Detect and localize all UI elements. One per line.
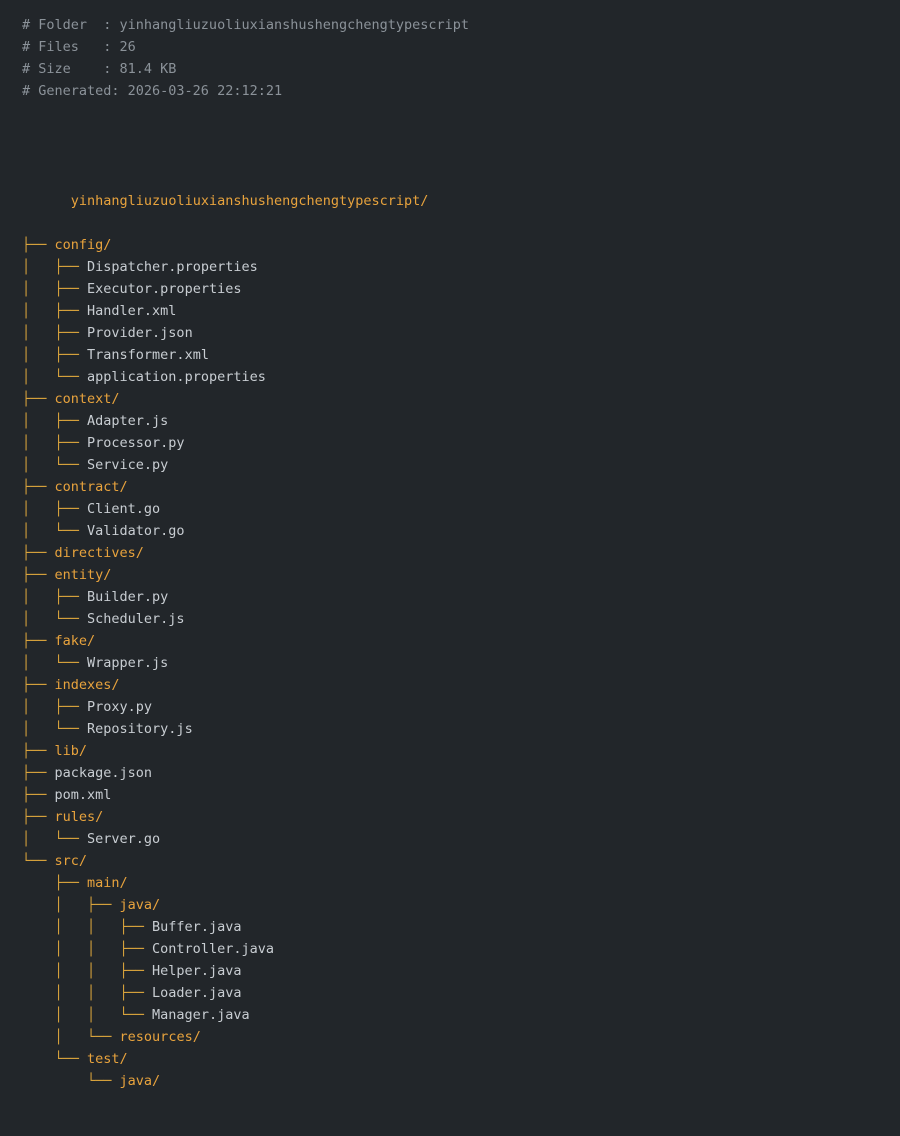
tree-file-row xyxy=(22,696,880,718)
tree-file-label: Controller.java xyxy=(152,941,274,957)
tree-guide: │ ├── xyxy=(22,435,88,451)
tree-directory-row xyxy=(22,894,880,916)
tree-directory-row xyxy=(22,564,880,586)
tree-directory-row xyxy=(22,1048,880,1070)
tree-directory-label: indexes/ xyxy=(54,677,120,693)
tree-directory-label: directives/ xyxy=(54,545,144,561)
tree-guide: │ │ ├── xyxy=(22,985,153,1001)
summary-header xyxy=(22,14,880,102)
tree-file-row xyxy=(22,432,880,454)
tree-guide: ├── xyxy=(22,633,55,649)
tree-file-row xyxy=(22,960,880,982)
tree-guide: └── xyxy=(22,1051,88,1067)
tree-guide: │ └── xyxy=(22,369,88,385)
tree-root-line xyxy=(22,168,880,209)
tree-guide: │ │ └── xyxy=(22,1007,153,1023)
tree-guide: │ │ ├── xyxy=(22,941,153,957)
tree-directory-label: config/ xyxy=(54,237,112,253)
tree-file-label: Wrapper.js xyxy=(87,655,169,671)
tree-file-row xyxy=(22,608,880,630)
tree-guide: │ ├── xyxy=(22,325,88,341)
tree-guide: │ └── xyxy=(22,457,88,473)
tree-file-label: Scheduler.js xyxy=(87,611,185,627)
tree-file-label: Provider.json xyxy=(87,325,193,341)
tree-file-row xyxy=(22,938,880,960)
tree-directory-label: src/ xyxy=(54,853,88,869)
tree-file-label: Service.py xyxy=(87,457,169,473)
tree-file-row xyxy=(22,520,880,542)
tree-file-label: Adapter.js xyxy=(87,413,169,429)
tree-guide: │ ├── xyxy=(22,259,88,275)
files-summary-line: # Files : 26 xyxy=(22,39,136,55)
tree-file-row xyxy=(22,586,880,608)
tree-file-label: Validator.go xyxy=(87,523,185,539)
tree-file-row xyxy=(22,322,880,344)
tree-directory-label: test/ xyxy=(87,1051,128,1067)
tree-file-label: Dispatcher.properties xyxy=(87,259,258,275)
tree-guide: ├── xyxy=(22,237,55,253)
tree-file-label: application.properties xyxy=(87,369,266,385)
tree-guide: ├── xyxy=(22,787,55,803)
tree-file-row xyxy=(22,344,880,366)
tree-guide: │ │ ├── xyxy=(22,919,153,935)
tree-file-row xyxy=(22,828,880,850)
tree-guide: │ ├── xyxy=(22,699,88,715)
tree-file-label: Handler.xml xyxy=(87,303,177,319)
tree-guide: └── xyxy=(22,1073,120,1089)
tree-guide: │ ├── xyxy=(22,589,88,605)
tree-directory-row xyxy=(22,476,880,498)
tree-guide: ├── xyxy=(22,545,55,561)
tree-file-label: Buffer.java xyxy=(152,919,242,935)
tree-guide: │ ├── xyxy=(22,501,88,517)
tree-guide: ├── xyxy=(22,765,55,781)
tree-body xyxy=(22,234,880,1092)
tree-file-row xyxy=(22,718,880,740)
tree-guide: ├── xyxy=(22,479,55,495)
tree-directory-label: rules/ xyxy=(54,809,104,825)
tree-guide: ├── xyxy=(22,875,88,891)
tree-guide: │ └── xyxy=(22,721,88,737)
tree-directory-row xyxy=(22,674,880,696)
tree-guide: │ ├── xyxy=(22,281,88,297)
tree-file-row xyxy=(22,454,880,476)
tree-file-row xyxy=(22,762,880,784)
file-tree xyxy=(22,124,880,1136)
tree-file-row xyxy=(22,300,880,322)
tree-file-row xyxy=(22,278,880,300)
tree-file-row xyxy=(22,652,880,674)
tree-directory-row xyxy=(22,850,880,872)
tree-guide: ├── xyxy=(22,391,55,407)
tree-guide: ├── xyxy=(22,809,55,825)
tree-guide: │ └── xyxy=(22,611,88,627)
tree-directory-label: resources/ xyxy=(119,1029,201,1045)
tree-directory-label: contract/ xyxy=(54,479,128,495)
tree-file-label: package.json xyxy=(54,765,153,781)
tree-directory-row xyxy=(22,1070,880,1092)
tree-directory-row xyxy=(22,1026,880,1048)
folder-summary-line: # Folder : yinhangliuzuoliuxianshushengchengtypescript xyxy=(22,17,470,33)
tree-file-row xyxy=(22,366,880,388)
tree-file-label: Manager.java xyxy=(152,1007,250,1023)
tree-file-label: Server.go xyxy=(87,831,161,847)
tree-file-label: Transformer.xml xyxy=(87,347,209,363)
tree-directory-label: lib/ xyxy=(54,743,88,759)
tree-guide: │ ├── xyxy=(22,347,88,363)
tree-guide: │ └── xyxy=(22,523,88,539)
tree-file-label: Helper.java xyxy=(152,963,242,979)
tree-directory-label: java/ xyxy=(119,1073,161,1089)
tree-file-row xyxy=(22,410,880,432)
tree-guide: └── xyxy=(22,853,55,869)
tree-guide: │ └── xyxy=(22,831,88,847)
tree-guide: ├── xyxy=(22,677,55,693)
tree-file-label: Processor.py xyxy=(87,435,185,451)
tree-guide: │ │ ├── xyxy=(22,963,153,979)
tree-file-row xyxy=(22,982,880,1004)
tree-directory-label: context/ xyxy=(54,391,120,407)
tree-directory-row xyxy=(22,872,880,894)
tree-file-row xyxy=(22,916,880,938)
tree-guide: │ └── xyxy=(22,655,88,671)
tree-file-row xyxy=(22,784,880,806)
tree-directory-row xyxy=(22,388,880,410)
tree-guide: │ └── xyxy=(22,1029,120,1045)
tree-directory-row xyxy=(22,630,880,652)
tree-file-row xyxy=(22,1004,880,1026)
generated-summary-line: # Generated: 2026-03-26 22:12:21 xyxy=(22,83,283,99)
tree-file-label: Builder.py xyxy=(87,589,169,605)
tree-file-row xyxy=(22,256,880,278)
tree-directory-row xyxy=(22,740,880,762)
tree-directory-label: entity/ xyxy=(54,567,112,583)
tree-directory-row xyxy=(22,234,880,256)
tree-guide: │ ├── xyxy=(22,413,88,429)
tree-file-label: pom.xml xyxy=(54,787,112,803)
tree-file-label: Proxy.py xyxy=(87,699,153,715)
tree-directory-label: fake/ xyxy=(54,633,96,649)
tree-directory-row xyxy=(22,806,880,828)
size-summary-line: # Size : 81.4 KB xyxy=(22,61,177,77)
tree-guide: │ ├── xyxy=(22,897,120,913)
tree-guide: │ ├── xyxy=(22,303,88,319)
tree-file-label: Client.go xyxy=(87,501,161,517)
tree-directory-label: java/ xyxy=(119,897,161,913)
tree-guide: ├── xyxy=(22,743,55,759)
tree-file-label: Repository.js xyxy=(87,721,193,737)
tree-directory-row xyxy=(22,542,880,564)
tree-guide: ├── xyxy=(22,567,55,583)
tree-directory-label: main/ xyxy=(87,875,128,891)
tree-file-label: Executor.properties xyxy=(87,281,242,297)
tree-file-label: Loader.java xyxy=(152,985,242,1001)
tree-file-row xyxy=(22,498,880,520)
tree-root-label: yinhangliuzuoliuxianshushengchengtypescript/ xyxy=(70,193,429,209)
